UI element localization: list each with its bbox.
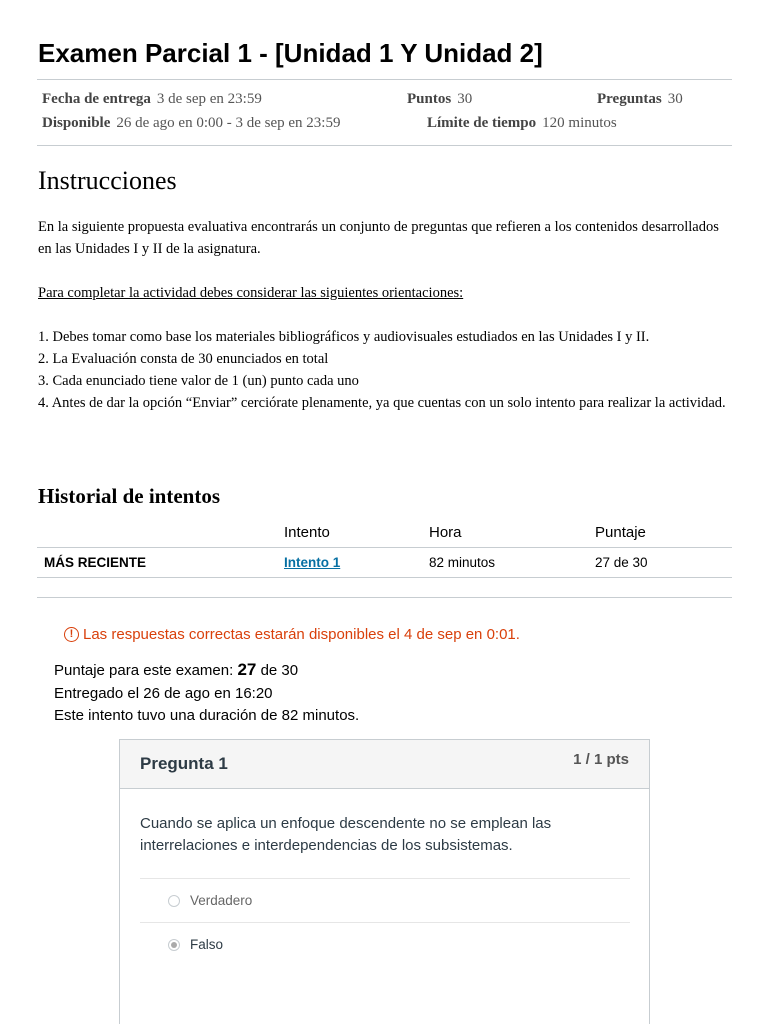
column-header-hora: Hora: [429, 524, 462, 541]
question-points: 1 / 1 pts: [573, 751, 629, 768]
instruction-item: 4. Antes de dar la opción “Enviar” cerciórate plenamente, ya que cuentas con un solo intento para realizar la actividad.: [38, 395, 726, 411]
duration-line: Este intento tuvo una duración de 82 minutos.: [54, 707, 360, 724]
meta-preguntas-label: Preguntas: [597, 91, 662, 107]
option-falso[interactable]: [168, 937, 223, 952]
meta-limite-value: 120 minutos: [542, 115, 617, 131]
instructions-heading: Instrucciones: [38, 166, 177, 195]
meta-puntos-label: Puntos: [407, 91, 452, 107]
meta-fecha: [42, 91, 262, 108]
radio-button[interactable]: [168, 895, 180, 907]
option-divider: [140, 922, 630, 923]
option-label: Falso: [190, 937, 224, 952]
meta-disponible-label: Disponible: [42, 115, 111, 131]
instruction-item: 2. La Evaluación consta de 30 enunciados en total: [38, 351, 329, 367]
meta-disponible-value: 26 de ago en 0:00 - 3 de sep en 23:59: [116, 115, 341, 131]
attempt-score: 27 de 30: [595, 555, 648, 570]
row-label: MÁS RECIENTE: [44, 555, 147, 570]
attempt-link-text[interactable]: Intento 1: [284, 555, 341, 570]
question-title: Pregunta 1: [140, 754, 228, 773]
instructions-paragraph: En la siguiente propuesta evaluativa encontrarás un conjunto de preguntas que refieren a los contenidos desarrollados en las Unidades I y II de la asignatura.: [38, 219, 719, 257]
divider: [37, 79, 732, 80]
meta-preguntas: [597, 91, 683, 108]
question-card: [119, 739, 650, 1024]
history-heading: Historial de intentos: [38, 484, 220, 508]
meta-fecha-label: Fecha de entrega: [42, 91, 151, 107]
orientations-title: Para completar la actividad debes considerar las siguientes orientaciones:: [38, 285, 464, 301]
divider: [37, 145, 732, 146]
answers-notice: [64, 626, 520, 643]
score-suffix: de 30: [260, 662, 299, 679]
column-header-puntaje: Puntaje: [595, 524, 646, 541]
instruction-item: 3. Cada enunciado tiene valor de 1 (un) punto cada uno: [38, 373, 359, 389]
warning-circle-icon: !: [64, 627, 79, 642]
page-title: Examen Parcial 1 - [Unidad 1 Y Unidad 2]: [38, 38, 543, 68]
attempt-link[interactable]: [284, 555, 340, 570]
radio-button-selected[interactable]: [168, 939, 180, 951]
meta-puntos: [407, 91, 472, 108]
instruction-item: 1. Debes tomar como base los materiales bibliográficos y audiovisuales estudiados en las Unidades I y II.: [38, 329, 650, 345]
option-verdadero[interactable]: [168, 893, 252, 908]
attempt-time: 82 minutos: [429, 555, 496, 570]
table-divider: [37, 547, 732, 548]
submitted-line: Entregado el 26 de ago en 16:20: [54, 685, 273, 702]
meta-disponible: [42, 115, 340, 132]
question-header: [120, 740, 649, 789]
score-value: 27: [237, 660, 257, 679]
divider: [37, 597, 732, 598]
option-label: Verdadero: [190, 893, 253, 908]
question-text: Cuando se aplica un enfoque descendente no se emplean las interrelaciones e interdependencias de los subsistemas.: [140, 815, 552, 854]
table-divider: [37, 577, 732, 578]
score-line: [54, 660, 298, 680]
meta-puntos-value: 30: [457, 91, 473, 107]
meta-preguntas-value: 30: [667, 91, 683, 107]
score-prefix: Puntaje para este examen:: [54, 662, 234, 679]
meta-limite: [427, 115, 617, 132]
notice-text: Las respuestas correctas estarán disponibles el 4 de sep en 0:01.: [83, 626, 520, 643]
meta-fecha-value: 3 de sep en 23:59: [156, 91, 262, 107]
meta-limite-label: Límite de tiempo: [427, 115, 537, 131]
option-divider: [140, 878, 630, 879]
column-header-intento: Intento: [284, 524, 330, 541]
